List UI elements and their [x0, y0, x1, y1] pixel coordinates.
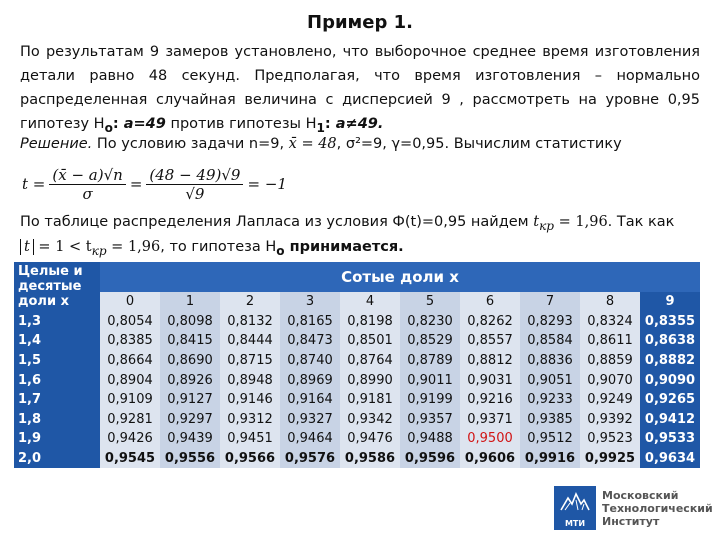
table-cell: 0,8690 [160, 351, 220, 371]
table-cell: 0,8444 [220, 331, 280, 351]
row-header: 1,8 [14, 410, 100, 430]
table-cell: 0,8836 [520, 351, 580, 371]
table-cell: 0,9249 [580, 390, 640, 410]
table-cell: 0,9451 [220, 429, 280, 449]
column-header: 0 [100, 292, 160, 312]
table-cell: 0,9476 [340, 429, 400, 449]
table-cell: 0,9412 [640, 410, 700, 430]
table-cell: 0,8132 [220, 312, 280, 332]
table-cell: 0,9392 [580, 410, 640, 430]
table-cell: 0,8664 [100, 351, 160, 371]
alt-hypothesis: a≠49. [335, 116, 384, 132]
table-cell: 0,8165 [280, 312, 340, 332]
table-row [14, 449, 700, 469]
laplace-text: По таблице распределения Лапласа из условия Ф(t)=0,95 найдем $t_{кр} = 1,96$. Так как [20, 214, 675, 233]
row-header: 1,6 [14, 370, 100, 390]
table-cell: 0,8969 [280, 370, 340, 390]
conclusion-text: $t = 1 < t_{кр} = 1,96$, то гипотеза $H_o$ принимается. [20, 235, 700, 263]
table-cell: 0,8415 [160, 331, 220, 351]
column-header: 2 [220, 292, 280, 312]
table-cell: 0,8529 [400, 331, 460, 351]
table-cell: 0,8789 [400, 351, 460, 371]
table-cell: 0,8948 [220, 370, 280, 390]
table-cell: 0,9596 [400, 449, 460, 469]
table-cell: 0,8990 [340, 370, 400, 390]
table-cell: 0,9439 [160, 429, 220, 449]
table-cell: 0,8501 [340, 331, 400, 351]
table-cell: 0,9545 [100, 449, 160, 469]
table-cell: 0,8904 [100, 370, 160, 390]
table-cell: 0,8293 [520, 312, 580, 332]
table-cell: 0,8385 [100, 331, 160, 351]
table-cell: 0,9146 [220, 390, 280, 410]
column-header: 5 [400, 292, 460, 312]
table-cell: 0,8098 [160, 312, 220, 332]
solution-label: Решение. [20, 136, 93, 152]
table-cell: 0,9312 [220, 410, 280, 430]
row-header: 1,7 [14, 390, 100, 410]
table-cell: 0,8324 [580, 312, 640, 332]
table-cell: 0,8740 [280, 351, 340, 371]
laplace-table [14, 262, 700, 468]
table-cell: 0,8557 [460, 331, 520, 351]
table-cell: 0,9281 [100, 410, 160, 430]
table-cell: 0,8355 [640, 312, 700, 332]
table-cell: 0,9265 [640, 390, 700, 410]
table-cell: 0,9576 [280, 449, 340, 469]
table-cell: 0,9297 [160, 410, 220, 430]
table-header-row [14, 262, 700, 292]
table-cell: 0,8715 [220, 351, 280, 371]
institute-logo: МТИ Московский Технологический Институт [554, 482, 714, 534]
table-cell: 0,9371 [460, 410, 520, 430]
table-cell: 0,9164 [280, 390, 340, 410]
table-cell: 0,9216 [460, 390, 520, 410]
table-row [14, 429, 700, 449]
table-cell: 0,9109 [100, 390, 160, 410]
slide-title: Пример 1. [307, 12, 413, 33]
table-column-row [14, 292, 700, 312]
null-hypothesis: a=49 [123, 116, 166, 132]
table-cell: 0,9070 [580, 370, 640, 390]
row-header: 1,3 [14, 312, 100, 332]
table-cell: 0,9090 [640, 370, 700, 390]
table-cell: 0,9181 [340, 390, 400, 410]
column-header: 3 [280, 292, 340, 312]
table-cell: 0,9342 [340, 410, 400, 430]
column-header: 6 [460, 292, 520, 312]
sample-mean: x̄ = 48 [288, 136, 337, 152]
table-cell: 0,8882 [640, 351, 700, 371]
table-cell: 0,8262 [460, 312, 520, 332]
table-cell: 0,9011 [400, 370, 460, 390]
table-cell: 0,8859 [580, 351, 640, 371]
table-cell: 0,9464 [280, 429, 340, 449]
table-cell: 0,8611 [580, 331, 640, 351]
table-cell: 0,9925 [580, 449, 640, 469]
table-cell: 0,9127 [160, 390, 220, 410]
mountain-icon [559, 490, 591, 512]
table-cell: 0,8638 [640, 331, 700, 351]
column-header: 4 [340, 292, 400, 312]
table-cell: 0,9051 [520, 370, 580, 390]
column-header: 1 [160, 292, 220, 312]
table-cell: 0,8584 [520, 331, 580, 351]
table-cell: 0,9566 [220, 449, 280, 469]
table-cell: 0,8198 [340, 312, 400, 332]
row-header: 1,5 [14, 351, 100, 371]
statistic-formula: t = $\frac{(x̄ - a)√n}{\sigma}$ = $\frac{(48 - 49)√9}{√9}$ = −1 [22, 165, 287, 203]
column-header: 8 [580, 292, 640, 312]
corner-header: Целые и десятые доли х [14, 262, 100, 312]
table-cell: 0,9512 [520, 429, 580, 449]
table-row [14, 331, 700, 351]
table-row [14, 370, 700, 390]
table-cell: 0,9426 [100, 429, 160, 449]
table-cell: 0,9031 [460, 370, 520, 390]
solution-text: Решение. По условию задачи n=9, x̄ = 48, σ²=9, γ=0,95. Вычислим статистику [20, 136, 622, 152]
row-header: 2,0 [14, 449, 100, 469]
table-cell: 0,9233 [520, 390, 580, 410]
row-header: 1,4 [14, 331, 100, 351]
table-cell: 0,9606 [460, 449, 520, 469]
table-cell: 0,9199 [400, 390, 460, 410]
table-cell: 0,9357 [400, 410, 460, 430]
table-cell: 0,8812 [460, 351, 520, 371]
table-cell: 0,8054 [100, 312, 160, 332]
table-cell: 0,9523 [580, 429, 640, 449]
table-cell: 0,8764 [340, 351, 400, 371]
column-header: 7 [520, 292, 580, 312]
table-row [14, 390, 700, 410]
table-row [14, 312, 700, 332]
hundredths-header: Сотые доли х [100, 262, 700, 292]
table-cell: 0,9556 [160, 449, 220, 469]
table-cell: 0,9500 [460, 429, 520, 449]
table-cell: 0,9385 [520, 410, 580, 430]
table-cell: 0,9916 [520, 449, 580, 469]
logo-mark: МТИ [554, 486, 596, 530]
problem-text: По результатам 9 замеров установлено, что выборочное среднее время изготовления детали равно 48 секунд. Предполагая, что время изготовления – нормально распределенная случайная величина с дисперсией 9 , рассмотреть на уровне 0,95 гипотезу $H_o$: a=49 против гипотезы $H_1$: a≠49. [20, 44, 700, 135]
table-cell: 0,9327 [280, 410, 340, 430]
row-header: 1,9 [14, 429, 100, 449]
table-cell: 0,9634 [640, 449, 700, 469]
table-cell: 0,9488 [400, 429, 460, 449]
column-header: 9 [640, 292, 700, 312]
table-row [14, 351, 700, 371]
table-row [14, 410, 700, 430]
table-cell: 0,9533 [640, 429, 700, 449]
table-cell: 0,8926 [160, 370, 220, 390]
table-cell: 0,8473 [280, 331, 340, 351]
table-cell: 0,8230 [400, 312, 460, 332]
table-cell: 0,9586 [340, 449, 400, 469]
